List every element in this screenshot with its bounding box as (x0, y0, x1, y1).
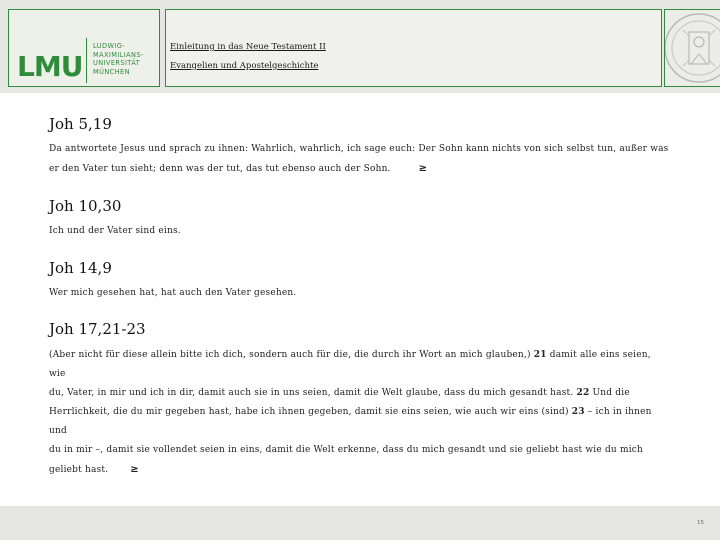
text-line (49, 460, 669, 480)
logo-sub-line: MÜNCHEN (93, 67, 130, 76)
seal-panel (664, 9, 720, 87)
text-segment: Und die (589, 388, 630, 398)
next-arrow-link[interactable]: ≥ (418, 163, 428, 174)
text-segment: du, Vater, in mir und ich in dir, damit auch sie in uns seien, damit die Welt glaube, dass du mich gesandt hast. (49, 388, 577, 398)
slide-title-box (165, 9, 662, 87)
section-text (49, 140, 669, 179)
footer-band (0, 506, 720, 540)
text-segment: geliebt hast. (49, 465, 109, 475)
logo-university-name (93, 42, 159, 76)
page-number: 15 (697, 520, 704, 526)
text-line: Wer mich gesehen hat, hat auch den Vater gesehen. (49, 288, 297, 298)
verse-number: 23 (571, 407, 585, 417)
next-arrow-link[interactable]: ≥ (130, 464, 139, 475)
text-line (49, 346, 669, 384)
university-seal-icon (664, 10, 720, 86)
text-line-content: er den Vater tun sieht; denn was der tut, das tut ebenso auch der Sohn. (49, 164, 391, 174)
logo-divider (86, 38, 87, 83)
logo-wordmark: LMU (17, 50, 83, 83)
text-line: Da antwortete Jesus und sprach zu ihnen: Wahrlich, wahrlich, ich sage euch: Der Sohn kann nichts von sich selbst tun, außer was (49, 144, 669, 154)
verse-number: 22 (576, 388, 590, 398)
section-reference: Joh 5,19 (49, 115, 112, 133)
text-line: du in mir –, damit sie vollendet seien in eins, damit die Welt erkenne, dass du mich gesandt und sie geliebt hast wie du mich (49, 445, 644, 455)
text-line (49, 384, 669, 403)
section-reference: Joh 10,30 (49, 197, 122, 215)
logo-sub-line: UNIVERSITÄT (93, 59, 141, 68)
text-segment: – ich in ihnen und (49, 407, 652, 436)
section-text (49, 222, 669, 241)
text-line (49, 159, 669, 179)
text-segment: damit alle eins seien, wie (49, 350, 651, 379)
text-line (49, 403, 669, 441)
text-segment: (Aber nicht für diese allein bitte ich dich, sondern auch für die, die durch ihr Wort an mich glauben,) (49, 350, 534, 360)
verse-number: 21 (533, 350, 547, 360)
course-title: Einleitung in das Neue Testament II (170, 42, 326, 52)
course-subtitle: Evangelien und Apostelgeschichte (170, 61, 319, 71)
lmu-logo (8, 9, 160, 87)
section-text (49, 284, 669, 303)
logo-sub-line: MAXIMILIANS- (93, 50, 144, 59)
text-line: Ich und der Vater sind eins. (49, 226, 181, 236)
text-segment: Herrlichkeit, die du mir gegeben hast, habe ich ihnen gegeben, damit sie eins seien, wie auch wir eins (sind) (49, 407, 572, 417)
header-band (0, 0, 720, 93)
section-reference: Joh 17,21-23 (49, 320, 146, 338)
section-text (49, 346, 669, 480)
section-reference: Joh 14,9 (49, 259, 112, 277)
logo-sub-line: LUDWIG- (93, 42, 126, 50)
